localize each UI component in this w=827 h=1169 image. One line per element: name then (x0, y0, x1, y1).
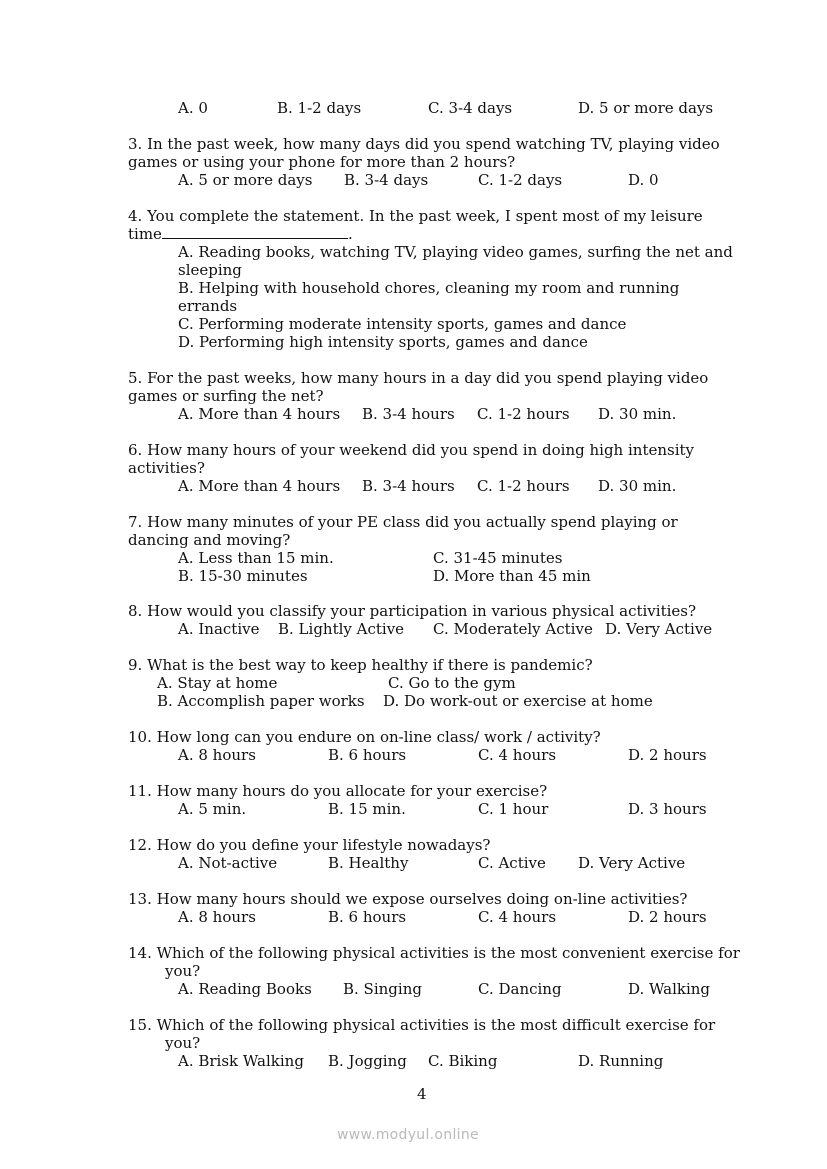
q4-option-a-line-2: sleeping (178, 261, 242, 279)
q6-option-c: C. 1-2 hours (477, 477, 570, 495)
q2-option-d: D. 5 or more days (578, 99, 714, 117)
q15-option-b: B. Jogging (328, 1052, 407, 1070)
q11-question: 11. How many hours do you allocate for your exercise? (128, 782, 548, 800)
q4-option-c: C. Performing moderate intensity sports, games and dance (178, 315, 627, 333)
q4-line-2-prefix: time (128, 225, 162, 243)
q6-question-line-1: 6. How many hours of your weekend did you spend in doing high intensity (128, 441, 695, 459)
q12-option-b: B. Healthy (328, 854, 409, 872)
q3-question-line-1: 3. In the past week, how many days did you spend watching TV, playing video (128, 135, 720, 153)
q14-option-d: D. Walking (628, 980, 711, 998)
q6-option-b: B. 3-4 hours (362, 477, 455, 495)
q8-option-b: B. Lightly Active (278, 620, 405, 638)
q3-option-c: C. 1-2 days (478, 171, 563, 189)
q15-question-line-1: 15. Which of the following physical activities is the most difficult exercise for (128, 1016, 716, 1034)
q11-option-a: A. 5 min. (178, 800, 247, 818)
q7-option-c: C. 31-45 minutes (433, 549, 563, 567)
q6-option-d: D. 30 min. (598, 477, 677, 495)
q14-option-c: C. Dancing (478, 980, 562, 998)
q13-option-b: B. 6 hours (328, 908, 407, 926)
q4-question-line-2 (128, 225, 353, 243)
q4-option-a-line-1: A. Reading books, watching TV, playing video games, surfing the net and (178, 243, 733, 261)
q15-option-d: D. Running (578, 1052, 664, 1070)
q10-question: 10. How long can you endure on on-line class/ work / activity? (128, 728, 601, 746)
q15-option-c: C. Biking (428, 1052, 498, 1070)
q3-option-b: B. 3-4 days (344, 171, 429, 189)
q8-option-a: A. Inactive (178, 620, 260, 638)
q15-question-line-2: you? (165, 1034, 201, 1052)
q10-option-a: A. 8 hours (178, 746, 256, 764)
q4-option-b-line-1: B. Helping with household chores, cleaning my room and running (178, 279, 680, 297)
q13-option-d: D. 2 hours (628, 908, 707, 926)
q7-option-a: A. Less than 15 min. (178, 549, 334, 567)
q2-option-c: C. 3-4 days (428, 99, 513, 117)
q14-option-b: B. Singing (343, 980, 422, 998)
q13-option-a: A. 8 hours (178, 908, 256, 926)
q5-option-d: D. 30 min. (598, 405, 677, 423)
q15-option-a: A. Brisk Walking (178, 1052, 304, 1070)
q11-option-b: B. 15 min. (328, 800, 406, 818)
q2-option-b: B. 1-2 days (277, 99, 362, 117)
q10-option-d: D. 2 hours (628, 746, 707, 764)
q13-option-c: C. 4 hours (478, 908, 557, 926)
q3-option-a: A. 5 or more days (178, 171, 313, 189)
q6-option-a: A. More than 4 hours (178, 477, 341, 495)
q5-option-c: C. 1-2 hours (477, 405, 570, 423)
q5-option-b: B. 3-4 hours (362, 405, 455, 423)
q4-question-line-1: 4. You complete the statement. In the past week, I spent most of my leisure (128, 207, 703, 225)
q9-option-a: A. Stay at home (157, 674, 278, 692)
q7-option-b: B. 15-30 minutes (178, 567, 308, 585)
watermark-url: www.modyul.online (337, 1127, 479, 1143)
q5-question-line-1: 5. For the past weeks, how many hours in a day did you spend playing video (128, 369, 709, 387)
q7-question-line-2: dancing and moving? (128, 531, 291, 549)
q9-question: 9. What is the best way to keep healthy if there is pandemic? (128, 656, 593, 674)
q8-option-c: C. Moderately Active (433, 620, 593, 638)
q12-option-c: C. Active (478, 854, 546, 872)
q4-option-b-line-2: errands (178, 297, 238, 315)
q8-option-d: D. Very Active (605, 620, 713, 638)
q10-option-c: C. 4 hours (478, 746, 557, 764)
q4-option-d: D. Performing high intensity sports, games and dance (178, 333, 588, 351)
page-number: 4 (417, 1085, 427, 1103)
q9-option-c: C. Go to the gym (388, 674, 516, 692)
q11-option-d: D. 3 hours (628, 800, 707, 818)
q3-option-d: D. 0 (628, 171, 659, 189)
q4-answer-blank (162, 225, 348, 239)
q5-question-line-2: games or surfing the net? (128, 387, 324, 405)
q12-option-a: A. Not-active (178, 854, 278, 872)
q14-question-line-2: you? (165, 962, 201, 980)
q11-option-c: C. 1 hour (478, 800, 549, 818)
q8-question: 8. How would you classify your participation in various physical activities? (128, 602, 697, 620)
q14-option-a: A. Reading Books (178, 980, 312, 998)
q2-option-a: A. 0 (178, 99, 208, 117)
q10-option-b: B. 6 hours (328, 746, 407, 764)
q6-question-line-2: activities? (128, 459, 205, 477)
q12-option-d: D. Very Active (578, 854, 686, 872)
q9-option-b: B. Accomplish paper works (157, 692, 365, 710)
q5-option-a: A. More than 4 hours (178, 405, 341, 423)
q13-question: 13. How many hours should we expose ourselves doing on-line activities? (128, 890, 688, 908)
q3-question-line-2: games or using your phone for more than 2 hours? (128, 153, 516, 171)
q12-question: 12. How do you define your lifestyle nowadays? (128, 836, 491, 854)
q14-question-line-1: 14. Which of the following physical activities is the most convenient exercise for (128, 944, 740, 962)
q4-line-2-suffix: . (347, 225, 353, 243)
q7-question-line-1: 7. How many minutes of your PE class did you actually spend playing or (128, 513, 678, 531)
q9-option-d: D. Do work-out or exercise at home (383, 692, 653, 710)
q7-option-d: D. More than 45 min (433, 567, 591, 585)
